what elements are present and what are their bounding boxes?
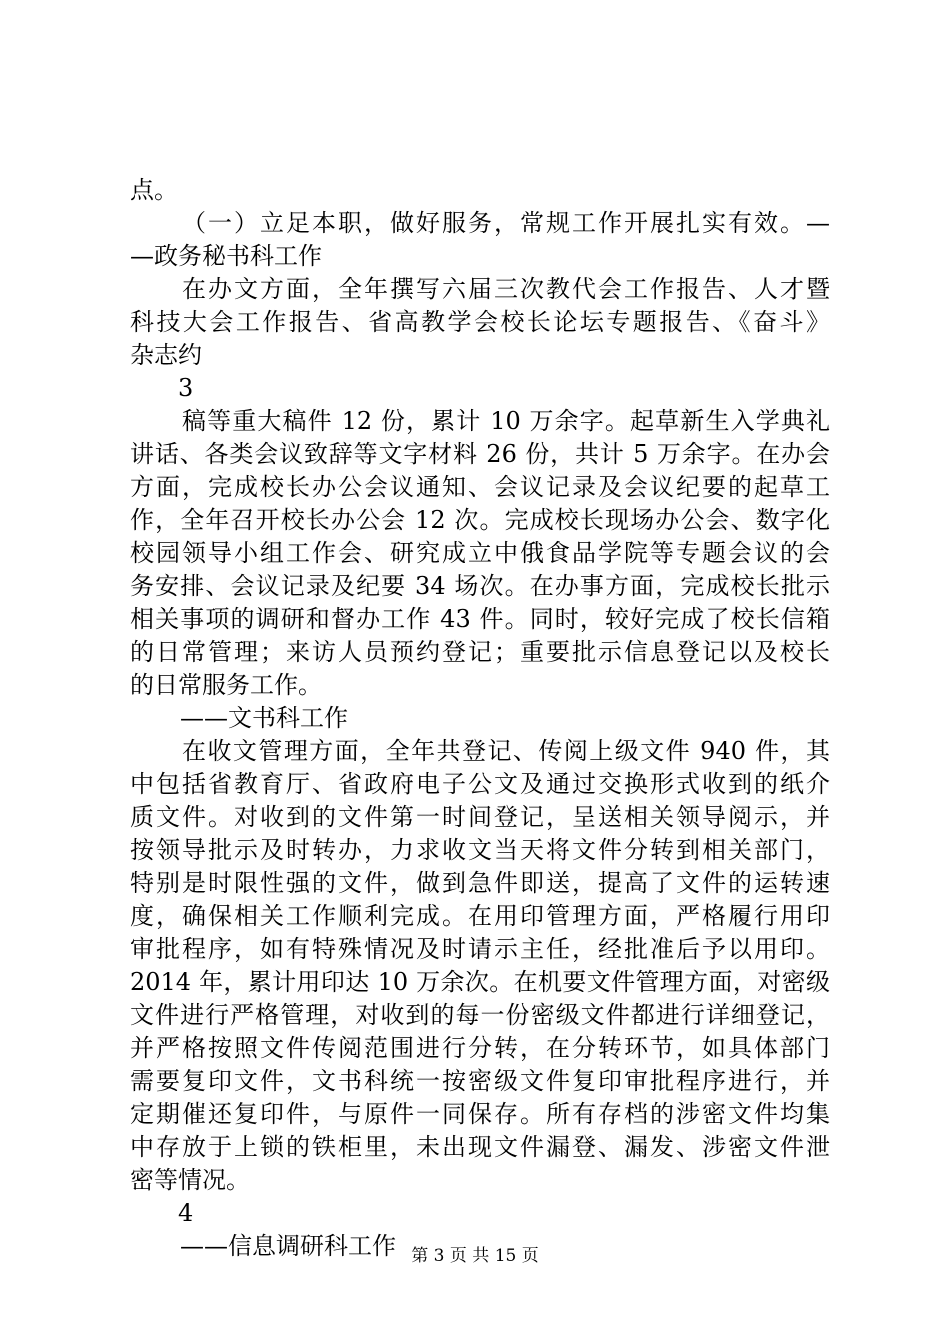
text-line: 的日常管理；来访人员预约登记；重要批示信息登记以及校长 — [130, 638, 830, 666]
page-footer: 第 3 页 共 15 页 — [411, 1246, 539, 1266]
text-line: 中包括省教育厅、省政府电子公文及通过交换形式收到的纸介 — [130, 770, 830, 798]
page-number-marker: 3 — [178, 374, 194, 402]
section-heading-line: ——文书科工作 — [180, 704, 348, 732]
text-line: 中存放于上锁的铁柜里，未出现文件漏登、漏发、涉密文件泄 — [130, 1133, 830, 1161]
text-line: 在收文管理方面，全年共登记、传阅上级文件 940 件，其 — [182, 737, 830, 765]
section-heading-line: ——信息调研科工作 — [180, 1232, 396, 1260]
text-line: 按领导批示及时转办，力求收文当天将文件分转到相关部门， — [130, 836, 830, 864]
text-line: 稿等重大稿件 12 份，累计 10 万余字。起草新生入学典礼 — [182, 407, 830, 435]
text-line: 杂志约 — [130, 341, 202, 369]
text-line: 2014 年，累计用印达 10 万余次。在机要文件管理方面，对密级 — [130, 968, 830, 996]
text-line: 在办文方面，全年撰写六届三次教代会工作报告、人才暨 — [182, 275, 830, 303]
text-line: 度，确保相关工作顺利完成。在用印管理方面，严格履行用印 — [130, 902, 830, 930]
text-line: 需要复印文件，文书科统一按密级文件复印审批程序进行，并 — [130, 1067, 830, 1095]
text-line: 审批程序，如有特殊情况及时请示主任，经批准后予以用印。 — [130, 935, 830, 963]
text-line: 特别是时限性强的文件，做到急件即送，提高了文件的运转速 — [130, 869, 830, 897]
text-line: 相关事项的调研和督办工作 43 件。同时，较好完成了校长信箱 — [130, 605, 830, 633]
page-number-marker: 4 — [178, 1199, 194, 1227]
section-heading-line: —政务秘书科工作 — [130, 242, 322, 270]
text-line: 文件进行严格管理，对收到的每一份密级文件都进行详细登记， — [130, 1001, 830, 1029]
text-line: 校园领导小组工作会、研究成立中俄食品学院等专题会议的会 — [130, 539, 830, 567]
text-line: 科技大会工作报告、省高教学会校长论坛专题报告、《奋斗》 — [130, 308, 830, 336]
text-line: 定期催还复印件，与原件一同保存。所有存档的涉密文件均集 — [130, 1100, 830, 1128]
text-line: 并严格按照文件传阅范围进行分转，在分转环节，如具体部门 — [130, 1034, 830, 1062]
text-line: 点。 — [130, 176, 178, 204]
text-line: 质文件。对收到的文件第一时间登记，呈送相关领导阅示，并 — [130, 803, 830, 831]
text-line: 方面，完成校长办公会议通知、会议记录及会议纪要的起草工 — [130, 473, 830, 501]
section-heading-line: （一）立足本职，做好服务，常规工作开展扎实有效。— — [182, 209, 830, 237]
text-line: 务安排、会议记录及纪要 34 场次。在办事方面，完成校长批示 — [130, 572, 830, 600]
text-line: 的日常服务工作。 — [130, 671, 322, 699]
text-line: 讲话、各类会议致辞等文字材料 26 份，共计 5 万余字。在办会 — [130, 440, 830, 468]
text-line: 作，全年召开校长办公会 12 次。完成校长现场办公会、数字化 — [130, 506, 830, 534]
text-line: 密等情况。 — [130, 1166, 250, 1194]
